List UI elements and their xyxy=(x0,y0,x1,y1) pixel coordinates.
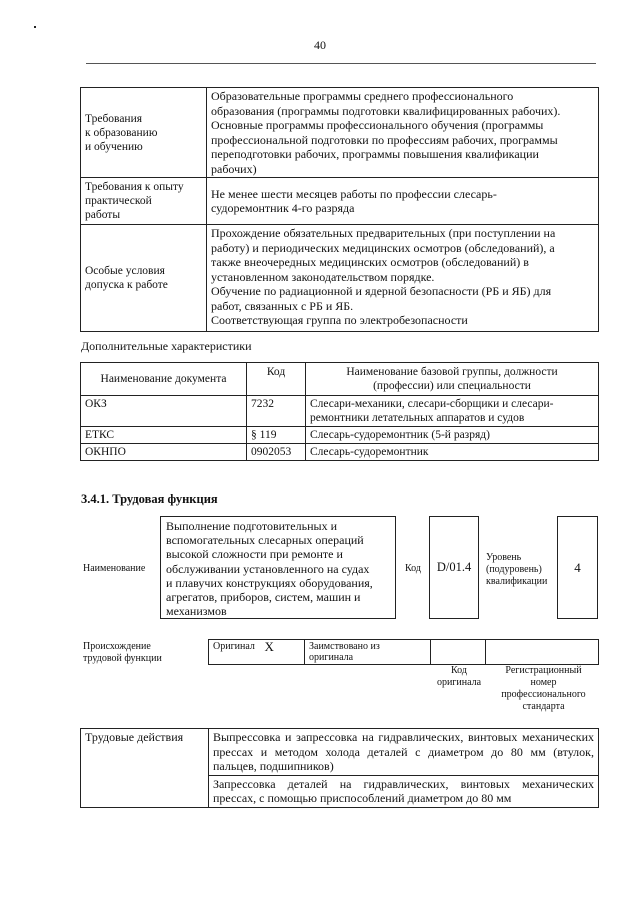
cell-name: Слесарь-судоремонтник xyxy=(306,444,599,461)
requirements-label xyxy=(81,178,207,225)
label-text: Особые условия допуска к работе xyxy=(85,265,168,291)
cell-code: 7232 xyxy=(247,396,306,427)
value-line: также внеочередных медицинских осмотров (обследований) в xyxy=(211,255,529,269)
value-line: работ, связанных с РБ и ЯБ. xyxy=(211,298,354,313)
value-line: Не менее шести месяцев работы по профессии слесарь- xyxy=(211,186,497,201)
value-line: Образовательные программы среднего профессионального xyxy=(211,89,514,103)
cell-document: ЕТКС xyxy=(81,427,247,444)
header-code: Код xyxy=(247,363,306,396)
name-line: Выполнение подготовительных и xyxy=(166,519,337,533)
requirements-value xyxy=(207,178,599,225)
requirements-value xyxy=(207,88,599,178)
label-text: Требования к образованию и обучению xyxy=(85,112,158,153)
cell-document: ОКНПО xyxy=(81,444,247,461)
value-line: работу) и периодических медицинских осмотров (обследований), а xyxy=(211,240,555,255)
value-line: Основные программы профессионального обучения (программы xyxy=(211,118,544,132)
requirements-value xyxy=(207,225,599,332)
origin-table xyxy=(208,639,598,665)
name-line: высокой сложности при ремонте и xyxy=(166,547,343,562)
code-original-cell xyxy=(431,640,486,665)
value-line: Обучение по радиационной и ядерной безопасности (РБ и ЯБ) для xyxy=(211,284,552,298)
labor-actions-table xyxy=(80,728,599,808)
header-document: Наименование документа xyxy=(81,363,247,396)
table-row xyxy=(81,427,599,444)
cell-code: § 119 xyxy=(247,427,306,444)
requirements-label xyxy=(81,225,207,332)
value-line: образования (программы подготовки квалифицированных рабочих). xyxy=(211,103,561,118)
additional-characteristics-title: Дополнительные характеристики xyxy=(81,339,252,353)
table-row xyxy=(81,444,599,461)
origin-label: Происхождение трудовой функции xyxy=(83,641,162,664)
name-line: обслуживании установленного на судах xyxy=(166,561,370,576)
origin-row xyxy=(209,640,599,665)
value-line: переподготовки рабочих, программы повышения квалификации xyxy=(211,147,539,161)
value-line: профессиональной подготовки по профессиям рабочих, программы xyxy=(211,132,558,147)
label-text: Требования к опыту практической работы xyxy=(85,181,184,221)
labor-actions-label: Трудовые действия xyxy=(81,729,209,808)
scan-speck xyxy=(34,26,36,28)
cell-document: ОКЗ xyxy=(81,396,247,427)
cell-name: Слесарь-судоремонтник (5-й разряд) xyxy=(306,427,599,444)
labor-action-item: Запрессовка деталей на гидравлических, винтовых механических прессах, с помощью приспособлений диаметром до 80 мм xyxy=(209,775,599,807)
requirements-row-experience xyxy=(81,178,599,225)
value-line: судоремонтник 4-го разряда xyxy=(211,201,355,215)
cell-name: Слесари-механики, слесари-сборщики и слесари- ремонтники летательных аппаратов и судов xyxy=(306,396,599,427)
borrowed-label: Заимствовано из оригинала xyxy=(305,640,431,665)
labor-action-item: Выпрессовка и запрессовка на гидравлических, винтовых механических прессах и методом холода деталей с диаметром до 80 мм (втулок, пальцев, подшипников) xyxy=(209,729,599,776)
original-mark: X xyxy=(261,640,305,665)
name-line: вспомогательных слесарных операций xyxy=(166,533,364,548)
requirements-table xyxy=(80,87,599,332)
name-line: и плавучих конструкциях оборудования, xyxy=(166,575,373,590)
page-number: 40 xyxy=(314,38,326,52)
value-line: Прохождение обязательных предварительных (при поступлении на xyxy=(211,226,556,240)
value-line: Соответствующая группа по электробезопасности xyxy=(211,313,468,327)
level-label: Уровень (подуровень) квалификации xyxy=(486,552,548,587)
header-name: Наименование базовой группы, должности (профессии) или специальности xyxy=(306,363,599,396)
code-label: Код xyxy=(405,563,421,574)
value-line: установленном законодательством порядке. xyxy=(211,269,435,284)
labor-function-code: D/01.4 xyxy=(436,560,472,574)
name-line: агрегатов, приборов, систем, машин и xyxy=(166,590,361,605)
cell-code: 0902053 xyxy=(247,444,306,461)
qualification-level: 4 xyxy=(574,559,581,575)
header-rule xyxy=(86,63,596,64)
reg-number-caption: Регистрационный номер профессионального стандарта xyxy=(501,665,586,712)
labor-function-name-box xyxy=(160,516,396,619)
requirements-row-conditions xyxy=(81,225,599,332)
qualification-level-box xyxy=(557,516,598,619)
reg-number-cell xyxy=(486,640,599,665)
requirements-row-education xyxy=(81,88,599,178)
labor-function-code-box xyxy=(429,516,479,619)
original-label: Оригинал xyxy=(209,640,261,665)
requirements-label xyxy=(81,88,207,178)
name-line: механизмов xyxy=(166,604,227,619)
additional-characteristics-table xyxy=(80,362,599,461)
code-original-caption: Код оригинала xyxy=(436,665,482,688)
table-row xyxy=(81,396,599,427)
labor-function-title: 3.4.1. Трудовая функция xyxy=(81,492,218,506)
name-label: Наименование xyxy=(83,563,146,574)
value-line: рабочих) xyxy=(211,161,257,176)
table-header-row xyxy=(81,363,599,396)
labor-action-row xyxy=(81,729,599,776)
